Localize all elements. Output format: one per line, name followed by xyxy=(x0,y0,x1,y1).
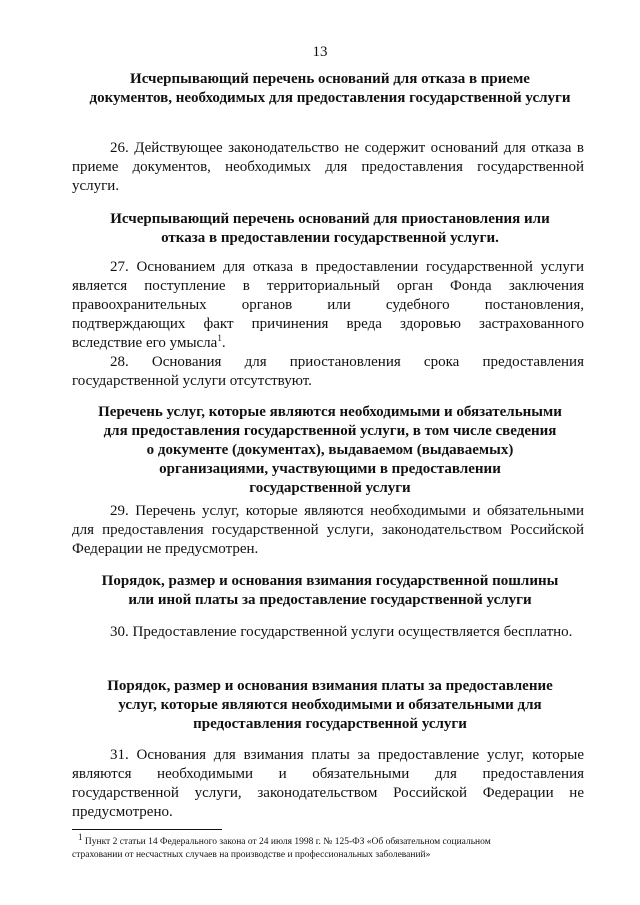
paragraph-line: 27. Основанием для отказа в предоставлении государственной услуги xyxy=(110,259,584,275)
heading-line: Порядок, размер и основания взимания государственной пошлины xyxy=(101,573,559,589)
paragraph-line: для предоставления государственной услуги, законодательством Российской xyxy=(72,522,584,538)
heading-line: предоставления государственной услуги xyxy=(193,716,467,732)
heading-line: Исчерпывающий перечень оснований для приостановления или xyxy=(110,211,550,227)
paragraph-line: государственной услуги, законодательством Российской Федерации не xyxy=(72,785,584,801)
paragraph-line: государственной услуги отсутствуют. xyxy=(72,373,312,389)
paragraph-line: 29. Перечень услуг, которые являются необходимыми и обязательными xyxy=(110,503,584,519)
paragraph-line: 31. Основания для взимания платы за предоставление услуг, которые xyxy=(110,747,584,763)
paragraph-line: 26. Действующее законодательство не содержит оснований для отказа в xyxy=(110,140,584,156)
heading-line: или иной платы за предоставление государственной услуги xyxy=(128,592,532,608)
paragraph-line: вследствие его умысла$^1$. xyxy=(72,333,226,351)
paragraph-line: предусмотрено. xyxy=(72,804,173,820)
heading-state-fee xyxy=(70,572,590,610)
heading-line: Порядок, размер и основания взимания платы за предоставление xyxy=(107,678,553,694)
paragraph-26 xyxy=(72,139,584,196)
heading-refusal-documents xyxy=(70,70,590,108)
paragraph-30 xyxy=(72,623,584,642)
heading-line: документов, необходимых для предоставления государственной услуги xyxy=(89,90,571,106)
footnote xyxy=(72,831,584,862)
footnote-line: страховании от несчастных случаев на производстве и профессиональных заболеваний» xyxy=(72,850,431,860)
paragraph-27 xyxy=(72,258,584,353)
paragraph-line: являются необходимыми и обязательными для предоставления xyxy=(72,766,584,782)
heading-suspension-refusal xyxy=(70,210,590,248)
heading-line: услуг, которые являются необходимыми и обязательными для xyxy=(118,697,542,713)
heading-line: организациями, участвующими в предоставлении xyxy=(159,461,501,477)
paragraph-line: правоохранительных органов или судебного постановления, xyxy=(72,297,584,313)
footnote-divider xyxy=(72,829,222,830)
heading-line: для предоставления государственной услуги, в том числе сведения xyxy=(103,423,557,439)
footnote-line: $^1$ Пункт 2 статьи 14 Федерального закона от 24 июля 1998 г. № 125-ФЗ «Об обязательном социальном xyxy=(78,831,491,847)
heading-line: государственной услуги xyxy=(249,480,411,496)
heading-line: о документе (документах), выдаваемом (выдаваемых) xyxy=(146,442,514,458)
paragraph-line: 30. Предоставление государственной услуги осуществляется бесплатно. xyxy=(110,624,573,640)
heading-required-services xyxy=(70,403,590,498)
heading-line: Перечень услуг, которые являются необходимыми и обязательными xyxy=(98,404,562,420)
paragraph-line: услуги. xyxy=(72,178,120,194)
heading-line: отказа в предоставлении государственной услуги. xyxy=(161,230,499,246)
paragraph-line: подтверждающих факт причинения вреда здоровью застрахованного xyxy=(72,316,584,332)
paragraph-29 xyxy=(72,502,584,559)
page-number: 13 xyxy=(312,44,328,60)
heading-payment-required-services xyxy=(70,677,590,734)
paragraph-line: приеме документов, необходимых для предоставления государственной xyxy=(72,159,584,175)
footnote-mark: 1 xyxy=(78,831,83,842)
paragraph-line: является поступление в территориальный орган Фонда заключения xyxy=(72,278,584,294)
heading-line: Исчерпывающий перечень оснований для отказа в приеме xyxy=(130,71,530,87)
paragraph-line: Федерации не предусмотрен. xyxy=(72,541,259,557)
paragraph-28 xyxy=(72,353,584,391)
paragraph-31 xyxy=(72,746,584,822)
footnote-reference: 1 xyxy=(217,333,222,343)
paragraph-line: 28. Основания для приостановления срока предоставления xyxy=(110,354,584,370)
